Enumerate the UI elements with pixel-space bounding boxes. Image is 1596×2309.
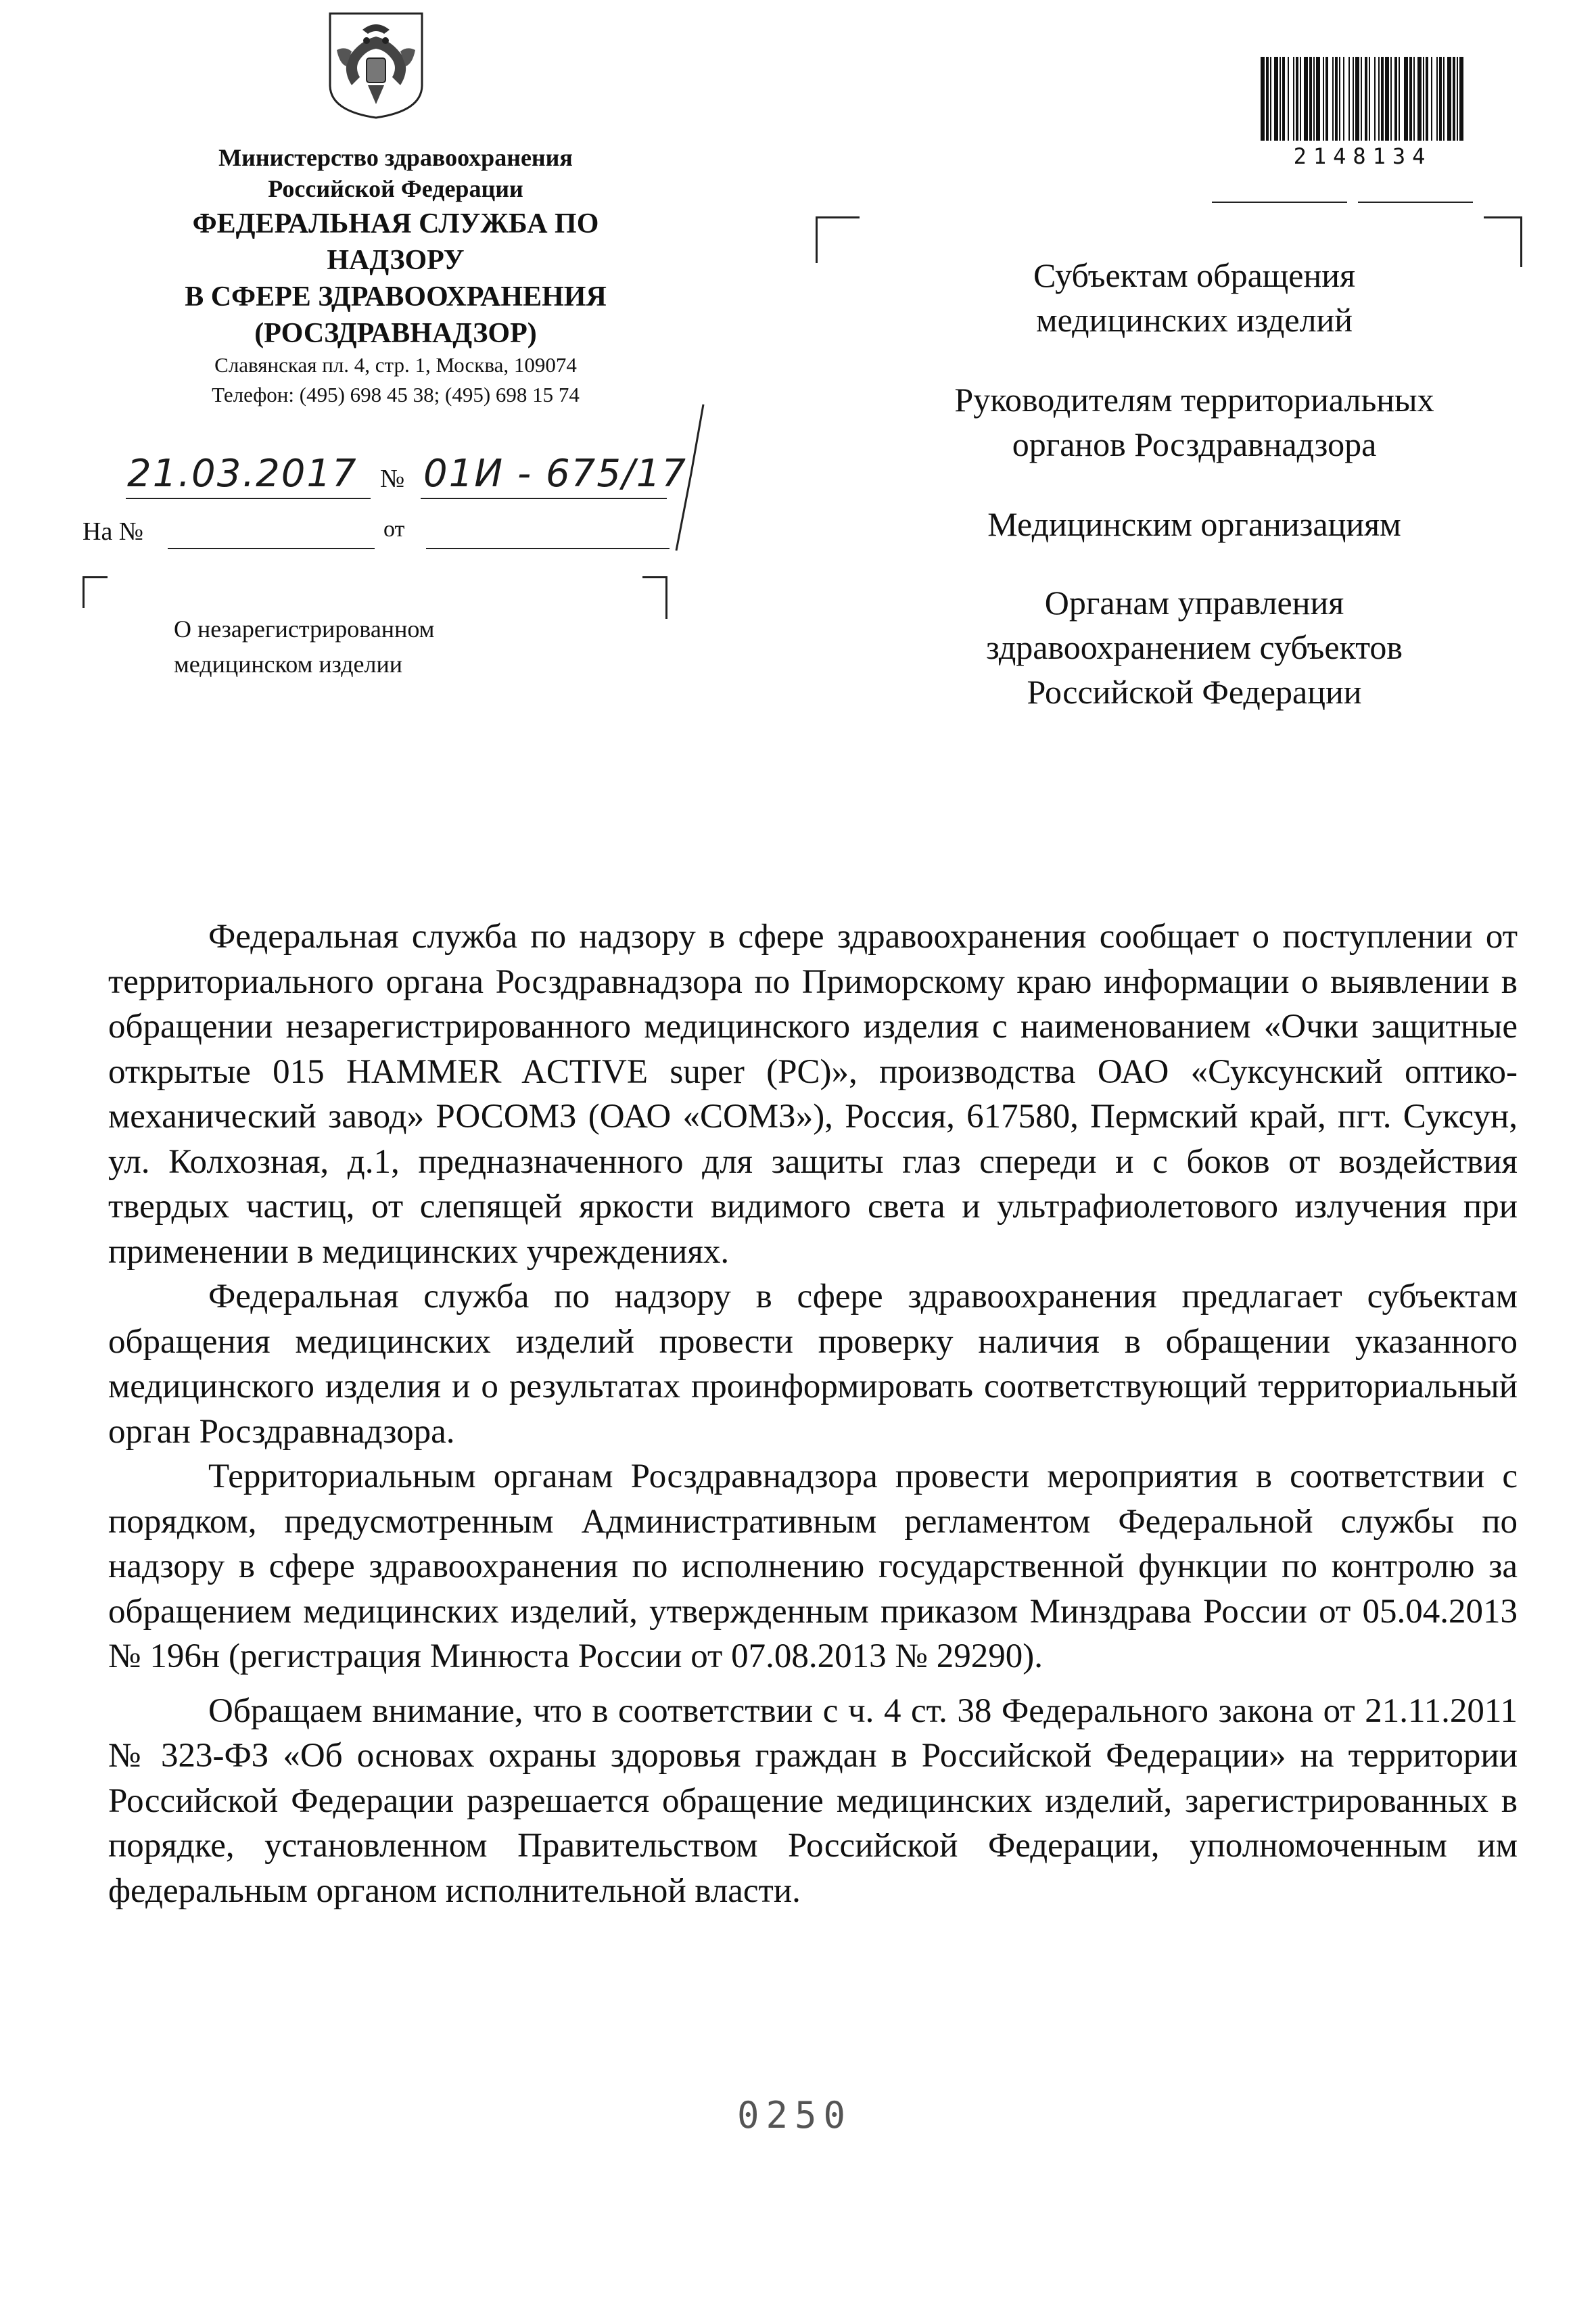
addressee-line: Субъектам обращения <box>1033 256 1355 294</box>
barcode-bar <box>1316 57 1320 141</box>
barcode-bar <box>1459 57 1463 141</box>
addressee-block <box>903 580 1485 714</box>
footer-stamp-mark: 0250 <box>737 2094 853 2137</box>
barcode-bar <box>1439 57 1442 141</box>
barcode-bar <box>1365 57 1367 141</box>
agency-line: ФЕДЕРАЛЬНАЯ СЛУЖБА ПО НАДЗОРУ <box>192 208 599 276</box>
barcode-bar <box>1335 57 1338 141</box>
barcode-bar <box>1394 57 1397 141</box>
addressee-line: органов Росздравнадзора <box>1012 425 1377 463</box>
barcode-bar <box>1431 57 1432 141</box>
number-underline <box>421 498 667 499</box>
barcode-bar <box>1399 57 1400 141</box>
addressee-line: Руководителям территориальных <box>954 381 1434 419</box>
addressee-line: здравоохранением субъектов <box>985 628 1403 666</box>
barcode-bar <box>1447 57 1451 141</box>
barcode-bar <box>1343 57 1344 141</box>
barcode-bar <box>1323 57 1324 141</box>
address-line: Славянская пл. 4, стр. 1, Москва, 109074 <box>214 353 577 377</box>
agency-address <box>128 350 663 410</box>
addressee-block <box>903 502 1485 546</box>
number-slash-stroke <box>649 399 710 561</box>
separator-line-left <box>1212 202 1347 203</box>
barcode-bar <box>1361 57 1362 141</box>
barcode-bar <box>1325 57 1328 141</box>
body-paragraph: Обращаем внимание, что в соответствии с ч. 4 ст. 38 Федерального закона от 21.11.2011 № 323-ФЗ «Об основах охраны здоровья граждан в Российской Федерации» на территории Российской Федерации разрешается обращение медицинских изделий, зарегистрированных в порядке, установленном Правительством Российской Федерации, уполномоченным им федеральным органом исполнительной власти. <box>108 1692 1518 1910</box>
barcode-bar <box>1409 57 1412 141</box>
barcode-bar <box>1300 57 1301 141</box>
ministry-name <box>128 142 663 204</box>
agency-line: (РОСЗДРАВНАДЗОР) <box>254 318 537 349</box>
address-line: Телефон: (495) 698 45 38; (495) 698 15 74 <box>212 383 580 406</box>
barcode-bar <box>1280 57 1281 141</box>
barcode-bar <box>1413 57 1415 141</box>
barcode-bar <box>1390 57 1392 141</box>
barcode-bar <box>1339 57 1340 141</box>
letter-body <box>108 914 1518 1913</box>
barcode-bar <box>1293 57 1294 141</box>
reply-to-label: На № <box>83 517 144 546</box>
body-paragraph: Территориальным органам Росздравнадзора провести мероприятия в соответствии с порядком, предусмотренным Административным регламентом Федеральной службы по надзору в сфере здравоохранения по исполнению государственной функции по контролю за обращением медицинских изделий, утвержденным приказом Минздрава России от 05.04.2013 № 196н (регистрация Минюста России от 07.08.2013 № 29290). <box>108 1457 1518 1675</box>
agency-name <box>128 206 663 352</box>
barcode-bar <box>1261 57 1265 141</box>
barcode-bar <box>1355 57 1359 141</box>
handwritten-date: 21.03.2017 <box>127 452 358 496</box>
barcode-bar <box>1304 57 1308 141</box>
addressee-bracket-left <box>816 216 860 263</box>
barcode-bar <box>1374 57 1376 141</box>
barcode-bar <box>1369 57 1370 141</box>
letter-subject <box>174 611 674 682</box>
addressee-line: Органам управления <box>1044 584 1344 622</box>
body-paragraph: Федеральная служба по надзору в сфере здравоохранения сообщает о поступлении от территориального органа Росздравнадзора по Приморскому краю информации о выявлении в обращении незарегистрированного медицинского изделия с наименованием «Очки защитные открытые 015 HAMMER ACTIVE super (PC)», производства ОАО «Суксунский оптико-механический завод» РОСОМЗ (ОАО «СОМЗ»), Россия, 617580, Пермский край, пгт. Суксун, ул. Колхозная, д.1, предназначенного для защиты глаз спереди и с боков от воздействия твердых частиц, от слепящей яркости видимого света и ультрафиолетового излучения при применении в медицинских учреждениях. <box>108 918 1518 1271</box>
addressee-bracket-right <box>1484 216 1522 267</box>
barcode-bar <box>1417 57 1422 141</box>
ministry-line: Министерство здравоохранения <box>218 144 573 171</box>
barcode-bar <box>1266 57 1269 141</box>
barcode-bar <box>1282 57 1285 141</box>
barcode-bar <box>1353 57 1354 141</box>
barcode-bar <box>1436 57 1438 141</box>
barcode-bar <box>1332 57 1334 141</box>
barcode-bar <box>1457 57 1458 141</box>
reply-to-underline <box>168 548 375 549</box>
coat-of-arms-emblem <box>322 9 430 120</box>
barcode-bar <box>1443 57 1445 141</box>
barcode-number: 2148134 <box>1293 143 1432 169</box>
addressee-block <box>903 253 1485 342</box>
barcode-bar <box>1270 57 1271 141</box>
addressee-block <box>897 377 1492 467</box>
separator-line-right <box>1358 202 1473 203</box>
from-label: от <box>383 517 405 542</box>
body-paragraph: Федеральная служба по надзору в сфере здравоохранения предлагает субъектам обращения медицинских изделий провести проверку наличия в обращении указанного медицинского изделия и о результатах проинформировать соответствующий территориальный орган Росздравнадзора. <box>108 1278 1518 1451</box>
barcode-bar <box>1378 57 1380 141</box>
addressee-line: Российской Федерации <box>1027 673 1362 711</box>
bracket-top-left <box>83 576 108 608</box>
barcode-bar <box>1313 57 1315 141</box>
barcode <box>1259 57 1466 151</box>
barcode-bar <box>1309 57 1312 141</box>
date-underline <box>126 498 371 499</box>
barcode-bar <box>1296 57 1298 141</box>
barcode-bar <box>1423 57 1424 141</box>
barcode-bar <box>1274 57 1278 141</box>
barcode-bar <box>1288 57 1289 141</box>
agency-line: В СФЕРЕ ЗДРАВООХРАНЕНИЯ <box>185 281 607 312</box>
addressee-line: медицинских изделий <box>1035 301 1353 339</box>
barcode-bar <box>1453 57 1455 141</box>
subject-line: О незарегистрированном <box>174 615 435 643</box>
barcode-bar <box>1426 57 1428 141</box>
from-underline <box>426 548 670 549</box>
ministry-line: Российской Федерации <box>268 175 523 202</box>
barcode-bar <box>1404 57 1408 141</box>
barcode-bar <box>1385 57 1389 141</box>
number-label: № <box>380 465 405 493</box>
barcode-bar <box>1381 57 1384 141</box>
subject-line: медицинском изделии <box>174 651 403 678</box>
barcode-bar <box>1348 57 1350 141</box>
addressee-line: Медицинским организациям <box>987 505 1401 543</box>
handwritten-number: 01И - 675/17 <box>423 452 687 496</box>
